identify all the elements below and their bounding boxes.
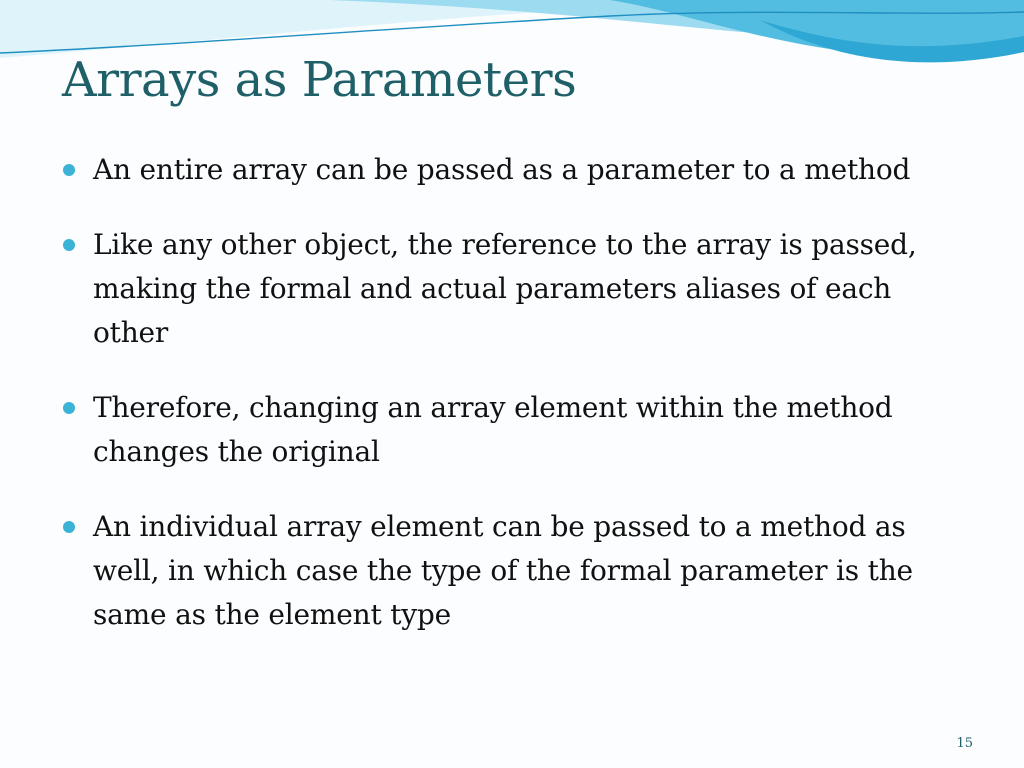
bullet-text: Therefore, changing an array element within the method changes the original: [93, 391, 893, 468]
slide-page-number: 15: [956, 736, 973, 751]
bullet-dot-icon: [63, 402, 75, 414]
bullet-item: [60, 386, 970, 474]
bullet-dot-icon: [63, 164, 75, 176]
bullet-item: [60, 148, 970, 192]
bullet-dot-icon: [63, 239, 75, 251]
bullet-item: [60, 223, 970, 355]
bullet-item: [60, 505, 970, 637]
slide-title: Arrays as Parameters: [62, 52, 577, 108]
bullet-text: An entire array can be passed as a parameter to a method: [93, 153, 911, 186]
bullet-dot-icon: [63, 521, 75, 533]
bullet-text: An individual array element can be passed to a method as well, in which case the type of the formal parameter is the same as the element type: [93, 510, 913, 631]
bullet-text: Like any other object, the reference to the array is passed, making the formal and actual parameters aliases of each other: [93, 228, 917, 349]
bullet-list: [60, 148, 970, 668]
